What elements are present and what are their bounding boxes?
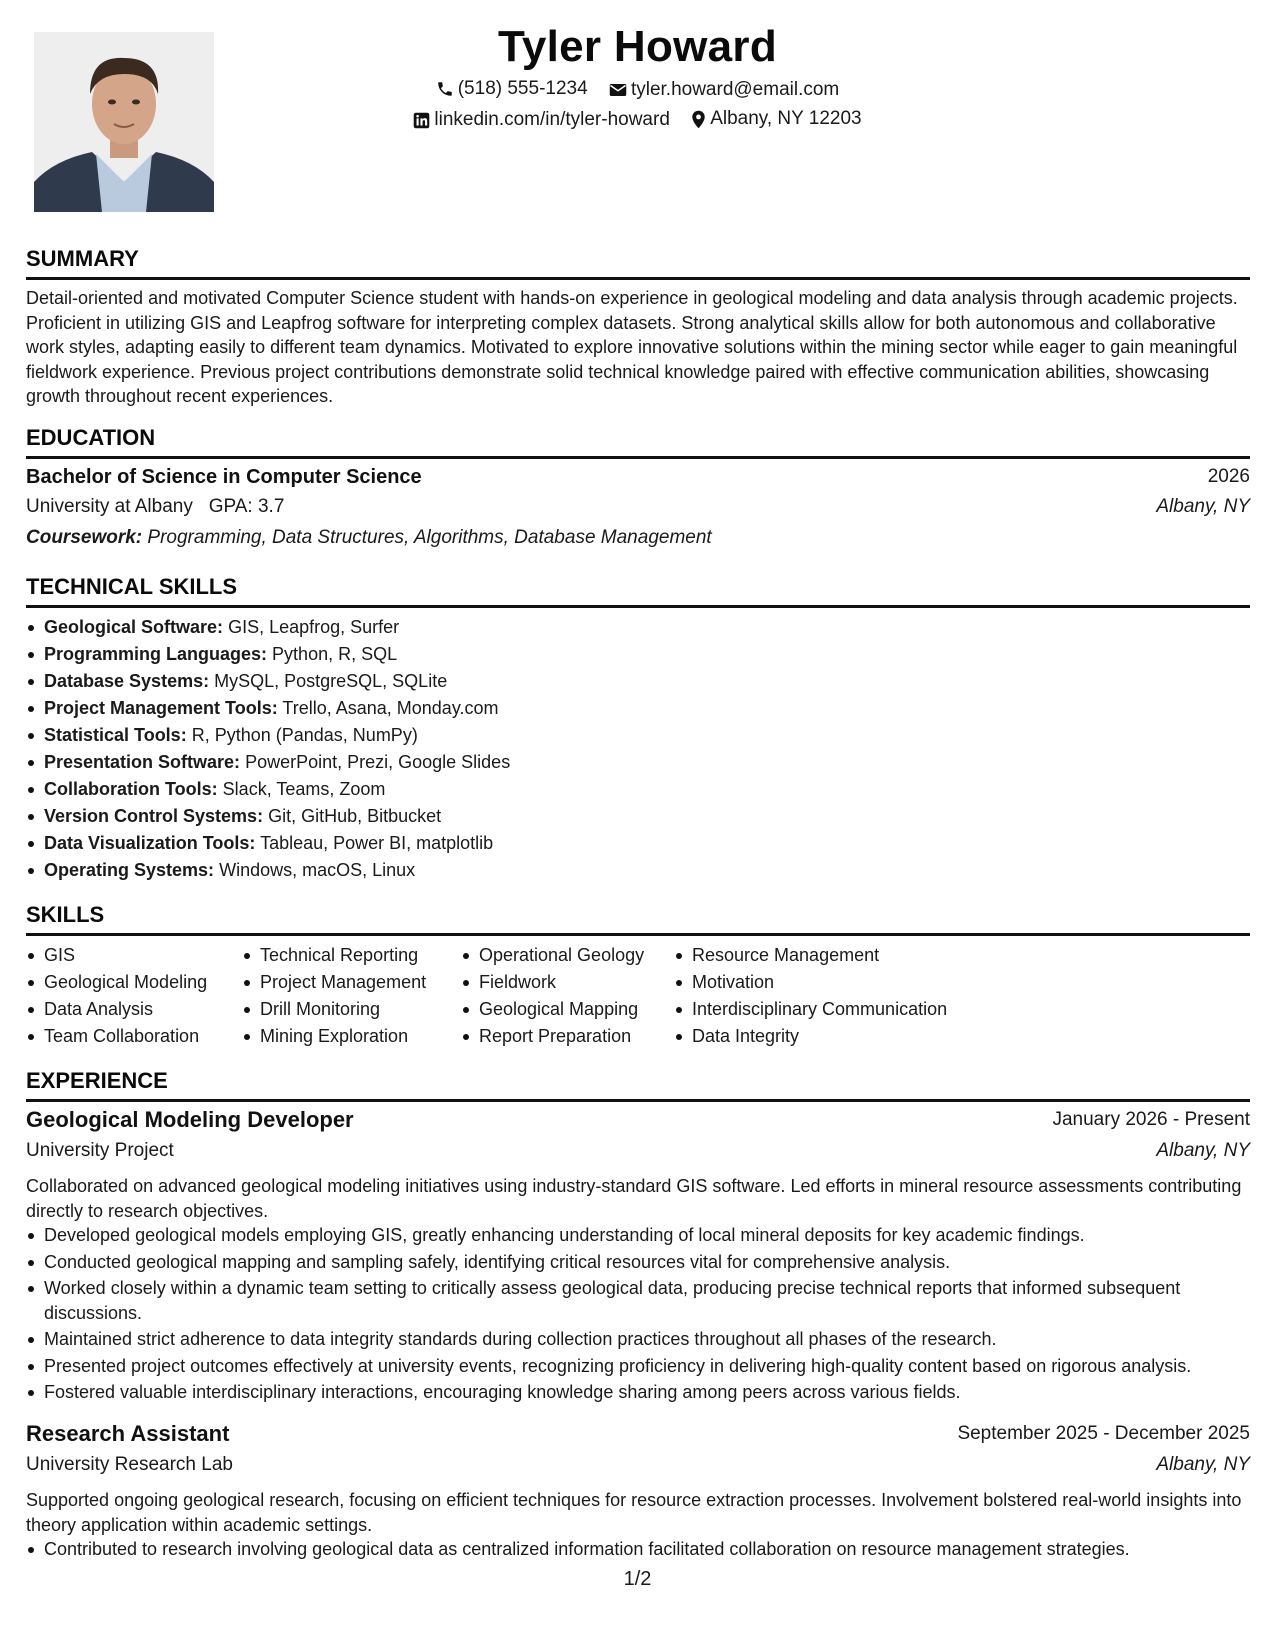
list-item: Technical Reporting [242,942,472,969]
coursework-row [26,527,1250,553]
skill-value: Tableau, Power BI, matplotlib [260,833,494,853]
job-2-summary: Supported ongoing geological research, focusing on efficient techniques for resource extraction processes. Involvement bolstered real-world insights into theory application within academic settings. [26,1490,1242,1535]
list-item [26,857,1250,884]
degree-title: Bachelor of Science in Computer Science [26,466,422,488]
skill-label: Version Control Systems: [44,806,264,826]
list-item [26,830,1250,857]
education-rule [26,456,1250,459]
candidate-name: Tyler Howard [497,22,778,71]
list-item: Fieldwork [461,969,691,996]
school-location: Albany, NY [1156,496,1250,517]
contact-line-1 [0,78,1275,104]
page-number: 1/2 [623,1568,652,1590]
list-item: Interdisciplinary Communication [674,996,994,1023]
list-item: Geological Modeling [26,969,256,996]
skill-label: Database Systems: [44,671,210,691]
list-item: Mining Exploration [242,1023,472,1050]
linkedin-text: linkedin.com/in/tyler-howard [434,109,670,130]
skill-value: GIS, Leapfrog, Surfer [228,617,400,637]
list-item: Maintained strict adherence to data integrity standards during collection practices throughout all phases of the research. [26,1327,1250,1352]
skill-value: PowerPoint, Prezi, Google Slides [245,752,511,772]
job-1-title-row [26,1107,1250,1137]
list-item: Conducted geological mapping and sampling safely, identifying critical resources vital for comprehensive analysis. [26,1250,1250,1275]
list-item: Worked closely within a dynamic team setting to critically assess geological data, producing precise technical reports that informed subsequent discussions. [26,1276,1250,1325]
list-item [26,695,1250,722]
skills-heading: SKILLS [26,902,105,927]
experience-heading: EXPERIENCE [26,1068,168,1093]
skill-label: Statistical Tools: [44,725,187,745]
gpa: GPA: 3.7 [208,496,285,517]
job-title: Research Assistant [26,1421,230,1446]
skill-value: R, Python (Pandas, NumPy) [191,725,418,745]
list-item [26,668,1250,695]
technical-skills-heading: TECHNICAL SKILLS [26,574,238,599]
summary-rule [26,277,1250,280]
list-item [26,749,1250,776]
list-item: Fostered valuable interdisciplinary interactions, encouraging knowledge sharing among peers across various fields. [26,1380,1250,1405]
list-item [26,776,1250,803]
list-item [26,614,1250,641]
list-item: Project Management [242,969,472,996]
education-school-row [26,496,1250,522]
list-item: Data Integrity [674,1023,994,1050]
skill-label: Collaboration Tools: [44,779,218,799]
phone-icon [436,80,454,98]
job-2-title-row [26,1421,1250,1451]
phone-text: (518) 555-1234 [457,78,588,99]
list-item: Developed geological models employing GIS, greatly enhancing understanding of local mineral deposits for key academic findings. [26,1223,1250,1248]
job-location: Albany, NY [1156,1454,1250,1475]
list-item: Geological Mapping [461,996,691,1023]
job-location: Albany, NY [1156,1140,1250,1161]
technical-skills-list [26,614,1250,884]
skill-value: Python, R, SQL [272,644,398,664]
job-1-summary: Collaborated on advanced geological modeling initiatives using industry-standard GIS software. Led efforts in mineral resource assessments contributing directly to research objectives. [26,1176,1242,1221]
skills-column-4 [674,942,994,1050]
list-item: Resource Management [674,942,994,969]
summary-heading: SUMMARY [26,246,139,271]
graduation-year: 2026 [1207,466,1250,487]
skill-value: Slack, Teams, Zoom [222,779,386,799]
list-item: Drill Monitoring [242,996,472,1023]
list-item [26,803,1250,830]
job-org: University Project [26,1140,174,1161]
email-contact[interactable] [609,79,839,101]
school-name: University at Albany [26,496,193,517]
job-dates: January 2026 - Present [1052,1109,1250,1130]
coursework-label: Coursework: [26,527,143,548]
skill-label: Data Visualization Tools: [44,833,256,853]
education-heading: EDUCATION [26,425,156,450]
skills-rule [26,933,1250,936]
job-2-org-row [26,1454,1250,1480]
skill-value: Trello, Asana, Monday.com [282,698,499,718]
skill-label: Operating Systems: [44,860,215,880]
summary-text: Detail-oriented and motivated Computer Science student with hands-on experience in geological modeling and data analysis through academic projects. Proficient in utilizing GIS and Leapfrog software for interpreting complex datasets. Strong analytical skills allow for both autonomous and collaborative work styles, adapting easily to different team dynamics. Motivated to explore innovative solutions within the mining sector while eager to gain meaningful fieldwork experience. Previous project contributions demonstrate solid technical knowledge paired with effective communication abilities, showcasing growth throughout recent experiences. [26,288,1238,406]
list-item: Team Collaboration [26,1023,256,1050]
list-item: Contributed to research involving geological data as centralized information facilitated collaboration on resource management strategies. [26,1537,1250,1562]
skill-value: Windows, macOS, Linux [219,860,416,880]
skills-column-1 [26,942,256,1050]
technical-skills-rule [26,605,1250,608]
envelope-icon [609,82,627,98]
contact-line-2 [0,108,1275,135]
school-gpa [26,496,284,518]
skill-label: Project Management Tools: [44,698,278,718]
job-1-bullets [26,1223,1250,1405]
list-item: Data Analysis [26,996,256,1023]
job-dates: September 2025 - December 2025 [957,1423,1250,1444]
list-item: GIS [26,942,256,969]
email-text: tyler.howard@email.com [630,79,840,100]
job-title: Geological Modeling Developer [26,1107,354,1132]
skill-value: MySQL, PostgreSQL, SQLite [214,671,448,691]
coursework-list: Programming, Data Structures, Algorithms, Database Management [147,527,712,548]
skill-label: Geological Software: [44,617,224,637]
list-item: Report Preparation [461,1023,691,1050]
job-1-org-row [26,1140,1250,1166]
experience-rule [26,1099,1250,1102]
location-text: Albany, NY 12203 [710,108,862,129]
list-item: Operational Geology [461,942,691,969]
job-org: University Research Lab [26,1454,233,1475]
list-item: Motivation [674,969,994,996]
linkedin-icon [413,112,430,129]
coursework [26,527,712,549]
skills-column-3 [461,942,691,1050]
skill-label: Presentation Software: [44,752,241,772]
list-item: Presented project outcomes effectively at university events, recognizing proficiency in delivering high-quality content based on rigorous analysis. [26,1354,1250,1379]
phone-contact[interactable] [436,78,588,100]
map-pin-icon [691,110,706,129]
linkedin-contact[interactable] [413,109,670,131]
job-2-bullets [26,1537,1250,1562]
education-degree-row [26,466,1250,492]
location-contact [691,108,861,130]
list-item [26,722,1250,749]
skills-column-2 [242,942,472,1050]
skill-value: Git, GitHub, Bitbucket [268,806,442,826]
skill-label: Programming Languages: [44,644,268,664]
list-item [26,641,1250,668]
